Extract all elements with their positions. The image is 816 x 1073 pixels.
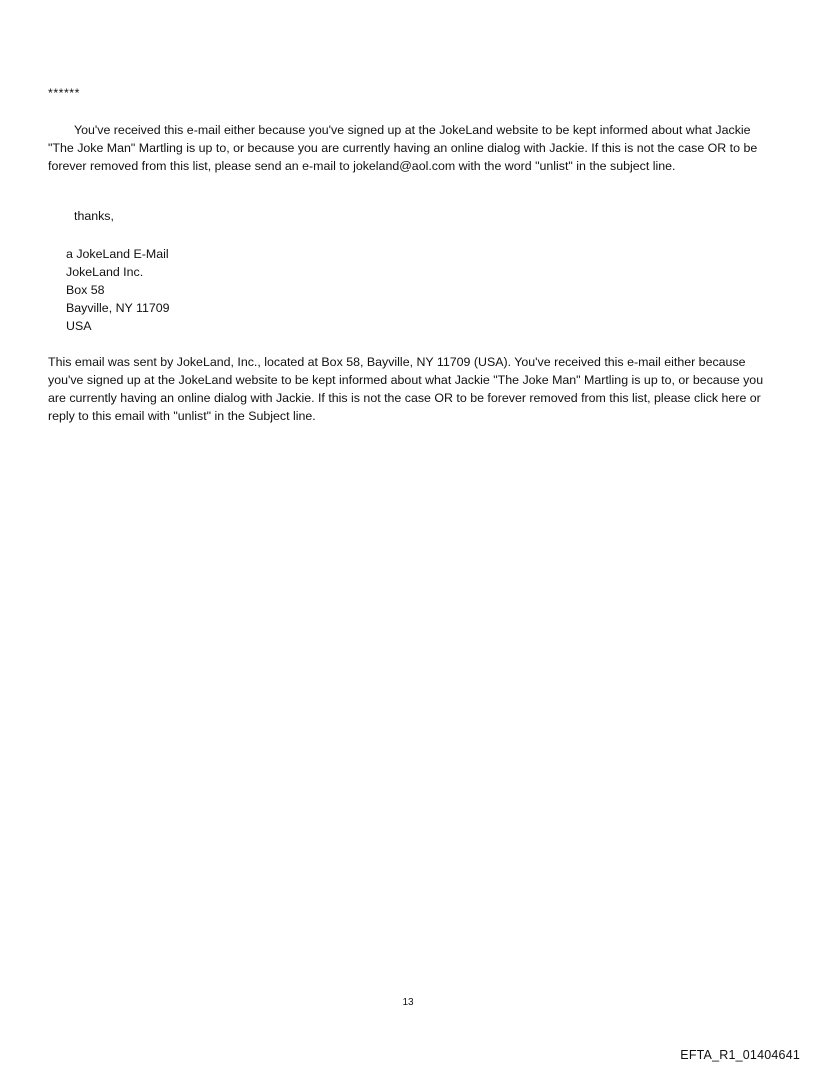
signature-line: JokeLand Inc.	[66, 265, 144, 279]
page-number: 13	[402, 997, 414, 1008]
closing-text: thanks,	[74, 209, 114, 223]
separator-stars: ******	[48, 86, 80, 100]
signature-line: Box 58	[66, 283, 105, 297]
intro-paragraph: You've received this e-mail either because you've signed up at the JokeLand website to be kept informed about what Jackie "The Joke Man" Martling is up to, or because you are currently having an online dialog with Jackie. If this is not the case OR to be forever removed from this list, please send an e-mail to jokeland@aol.com with the word "unlist" in the subject line.	[48, 123, 758, 173]
signature-line: a JokeLand E-Mail	[66, 247, 169, 261]
signature-line: Bayville, NY 11709	[66, 301, 170, 315]
footer-paragraph: This email was sent by JokeLand, Inc., located at Box 58, Bayville, NY 11709 (USA). You've received this e-mail either because you've signed up at the JokeLand website to be kept informed about what Jackie "The Joke Man" Martling is up to, or because you are currently having an online dialog with Jackie. If this is not the case OR to be forever removed from this list, please click here or reply to this email with "unlist" in the Subject line.	[48, 355, 764, 423]
document-id: EFTA_R1_01404641	[680, 1048, 800, 1062]
signature-line: USA	[66, 319, 92, 333]
